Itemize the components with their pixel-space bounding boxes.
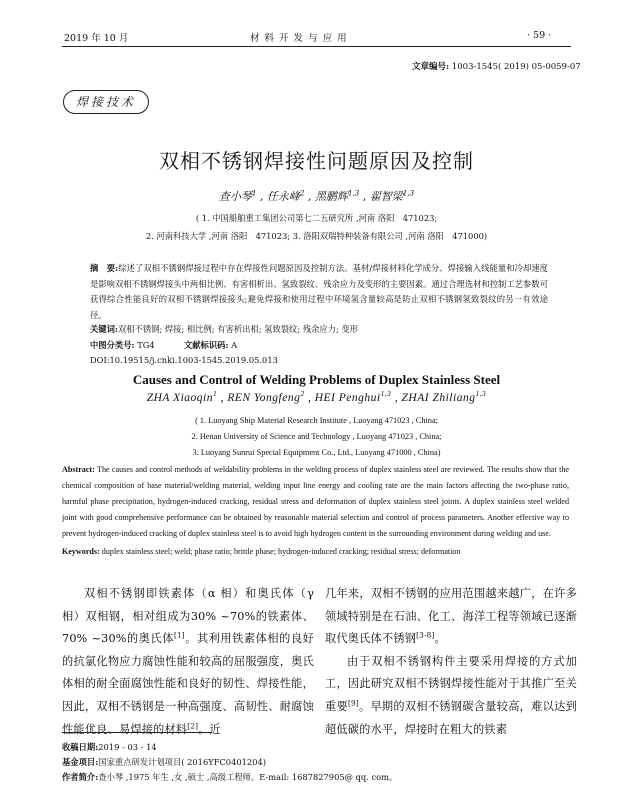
body-column-left: 双相不锈钢即铁素体（α 相）和奥氏体（γ 相）双相钢，相对组成为30% ~70%的铁素体、70% ~30%的奥氏体[1]。其利用铁素体相的良好的抗氯化物应力腐蚀性能和较高的屈服强度，奥氏体相的耐全面腐蚀性能和良好的韧性、焊接性能，因此，双相不锈钢是一种高强度、高韧性、耐腐蚀性能优良、易焊接的材料[2]。近 xyxy=(62,587,314,736)
affiliation-en-3: 3. Luoyang Sunrui Special Equipment Co., Ltd., Luoyang 471000 , China) xyxy=(192,448,441,457)
affiliation-en-2: 2. Henan University of Science and Technology , Luoyang 471023 , China; xyxy=(191,432,442,441)
affiliation-cn-1: ( 1. 中国船舶重工集团公司第七二五研究所 ,河南 洛阳 471023; xyxy=(195,213,438,223)
header-journal: 材 料 开 发 与 应 用 xyxy=(250,33,348,44)
abstract-cn: 摘 要:综述了双相不锈钢焊接过程中存在焊接性问题原因及控制方法。基材/焊接材料化学成分、焊接输入线能量和冷却速度是影响双相不锈钢焊接头中两相比例、有害相析出、氢致裂纹、残余应力及变形的主要因素。通过合理选材和控制工艺参数可获得综合性能良好的双相不锈钢焊接接头;避免焊接和使用过程中环境氢含量较高是防止双相不锈钢氢致裂纹的另一有效途径。 xyxy=(90,263,548,320)
doi: DOI:10.19515/j.cnki.1003-1545.2019.05.013 xyxy=(90,355,278,365)
header-rule xyxy=(62,46,571,47)
footnote-rule xyxy=(62,732,212,733)
footnote-author-bio: 作者简介:查小琴 ,1975 年生 ,女 ,硕士 ,高级工程师。E-mail: 1687827905@ qq. com。 xyxy=(62,772,398,782)
article-number: 文章编号: 1003-1545( 2019) 05-0059-07 xyxy=(412,62,581,72)
authors-en: ZHA Xiaoqin$^1$ , REN Yongfeng$^2$ , HEI Penghui$^{1,3}$ , ZHAI Zhiliang$^{1,3}$ xyxy=(146,389,487,404)
keywords-en: Keywords: duplex stainless steel; weld; phase ratio; brittle phase; hydrogen-induced cracking; residual stress; deformation xyxy=(62,547,461,556)
affiliation-en-1: ( 1. Luoyang Ship Material Research Institute , Luoyang 471023 , China; xyxy=(195,416,438,425)
page-title-en: Causes and Control of Welding Problems of Duplex Stainless Steel xyxy=(132,372,501,387)
footnote-fund: 基金项目:国家重点研发计划项目( 2016YFC0401204) xyxy=(62,757,266,767)
affiliation-cn-2: 2. 河南科技大学 ,河南 洛阳 471023; 3. 洛阳双瑞特种装备有限公司 ,河南 洛阳 471000) xyxy=(145,231,488,241)
header-page-number: · 59 · xyxy=(527,30,552,41)
footnote-received: 收稿日期:2019 - 03 - 14 xyxy=(62,742,157,752)
body-column-right: 几年来，双相不锈钢的应用范围越来越广，在许多领域特别是在石油、化工、海洋工程等领域已逐渐取代奥氏体不锈钢[3-8]。 由于双相不锈钢构件主要采用焊接的方式加工，因此研究双相不锈钢焊接性能对于其推广至关重要[9]。早期的双相不锈钢碳含量较高，难以达到超低碳的水平，焊接时在粗大的铁素 xyxy=(325,587,577,736)
header-date: 2019 年 10 月 xyxy=(64,33,129,44)
column-tag: 焊接技术 xyxy=(63,90,149,114)
classification-cn: 中图分类号: TG4 文献标识码: A xyxy=(90,340,238,350)
abstract-en: Abstract: The causes and control methods of weldability problems in the welding process of duplex stainless steel are reviewed. The results show that the chemical composition of base material/welding material, welding input line energy and cooling rate are the main factors affecting the two-phase ratio, harmful phase precipitation, hydrogen-induced cracking, residual stress and deformation of duplex stainless steel joints. A duplex stainless steel welded joint with good comprehensive performance can be obtained by reasonable material selection and control of process parameters. Another effective way to prevent hydrogen-induced cracking of duplex stainless steel is to avoid high hydrogen content in the surrounding environment during welding and use. xyxy=(62,465,569,539)
authors-cn: 查小琴$^1$ , 任永峰$^2$ , 黑鹏辉$^{1,3}$ , 翟智梁$^{1,3}$ xyxy=(218,188,415,203)
keywords-cn: 关键词:双相不锈钢; 焊接; 相比例; 有害析出相; 氢致裂纹; 残余应力; 变形 xyxy=(90,324,358,334)
page-title-cn: 双相不锈钢焊接性问题原因及控制 xyxy=(159,149,474,173)
